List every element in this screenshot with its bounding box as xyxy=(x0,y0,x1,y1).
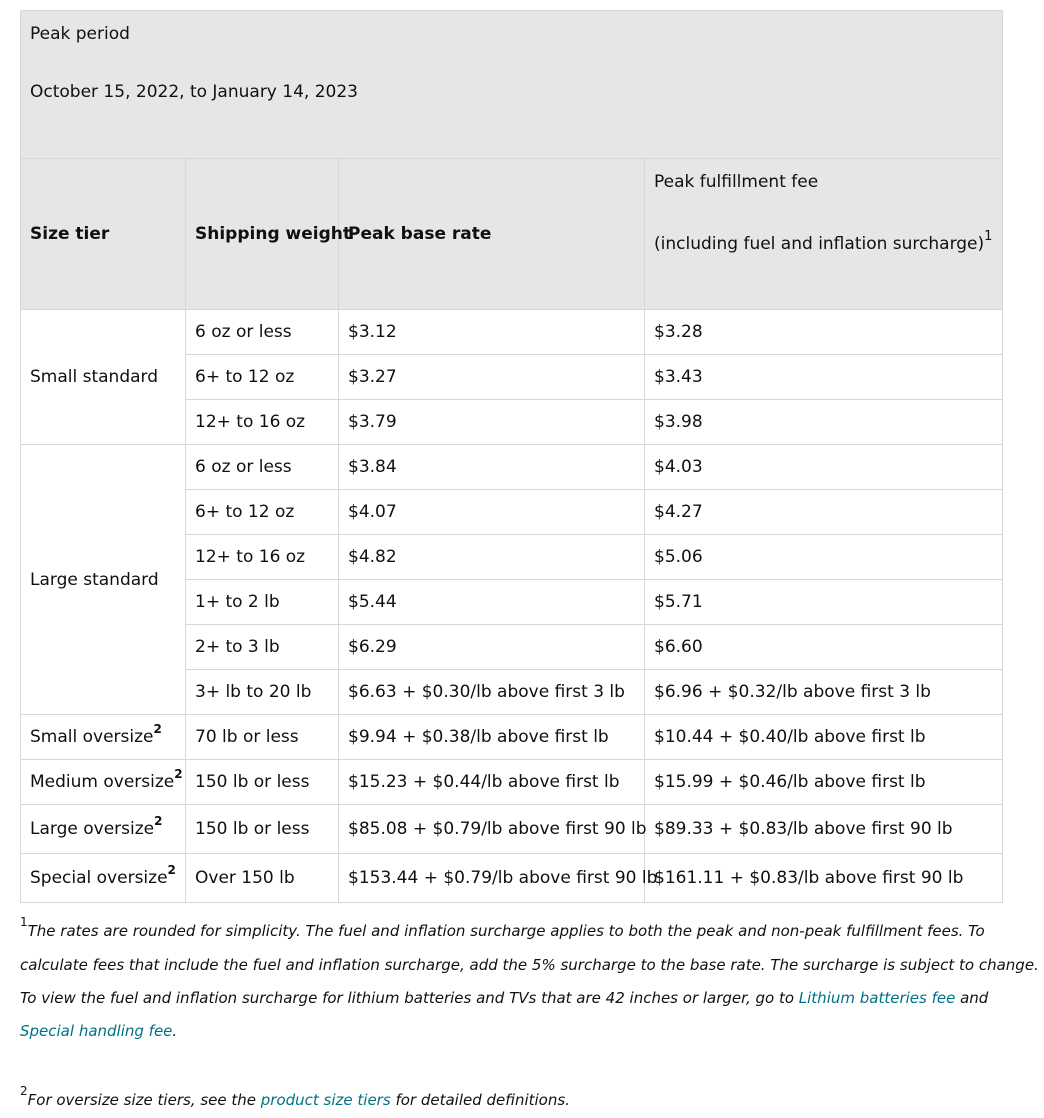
fee-cell: $6.96 + $0.32/lb above first 3 lb xyxy=(645,670,1003,715)
weight-cell: 1+ to 2 lb xyxy=(186,580,339,625)
footnote-1: $^1$The rates are rounded for simplicity. The fuel and inflation surcharge applies to both the peak and non-peak fulfillment fees. To calculate fees that include the fuel and inflation surcharge, add the 5% surcharge to the base rate. The surcharge is subject to change. To view the fuel and inflation surcharge for lithium batteries and TVs that are 42 inches or larger, go to Lithium batteries fee and Special handling fee. xyxy=(20,915,1039,1040)
weight-cell: 6+ to 12 oz xyxy=(186,490,339,535)
weight-cell: 6 oz or less xyxy=(186,445,339,490)
footnote-ref-1: 1 xyxy=(984,229,993,245)
base-rate-cell: $15.23 + $0.44/lb above first lb xyxy=(339,760,645,805)
footnote-ref-2: 2 xyxy=(153,722,162,737)
tier-large-oversize: Large oversize$^2$ xyxy=(21,805,186,854)
table-row xyxy=(21,445,1003,490)
base-rate-cell: $9.94 + $0.38/lb above first lb xyxy=(339,715,645,760)
column-header-row xyxy=(21,159,1003,310)
base-rate-cell: $6.63 + $0.30/lb above first 3 lb xyxy=(339,670,645,715)
product-size-tiers-link[interactable]: product size tiers xyxy=(260,1091,391,1109)
fee-header-line2: (including fuel and inflation surcharge) xyxy=(654,234,985,254)
fee-cell: $15.99 + $0.46/lb above first lb xyxy=(645,760,1003,805)
table-row xyxy=(21,760,1003,805)
fee-cell: $161.11 + $0.83/lb above first 90 lb xyxy=(645,854,1003,903)
weight-cell: 12+ to 16 oz xyxy=(186,400,339,445)
fee-cell: $5.71 xyxy=(645,580,1003,625)
fee-cell: $4.27 xyxy=(645,490,1003,535)
weight-cell: 3+ lb to 20 lb xyxy=(186,670,339,715)
weight-cell: 6 oz or less xyxy=(186,310,339,355)
period-title: Peak period xyxy=(30,24,130,44)
tier-small-oversize: Small oversize$^2$ xyxy=(21,715,186,760)
fee-cell: $3.43 xyxy=(645,355,1003,400)
base-rate-cell: $5.44 xyxy=(339,580,645,625)
lithium-batteries-fee-link[interactable]: Lithium batteries fee xyxy=(798,989,956,1007)
fee-cell: $10.44 + $0.40/lb above first lb xyxy=(645,715,1003,760)
base-rate-cell: $153.44 + $0.79/lb above first 90 lb xyxy=(339,854,645,903)
base-rate-cell: $3.12 xyxy=(339,310,645,355)
period-header xyxy=(21,11,1003,159)
base-rate-cell: $6.29 xyxy=(339,625,645,670)
footnote-2-mark: 2 xyxy=(20,1084,28,1098)
tier-special-oversize: Special oversize$^2$ xyxy=(21,854,186,903)
fee-cell: $4.03 xyxy=(645,445,1003,490)
footnote-2: $^2$For oversize size tiers, see the product size tiers for detailed definitions. xyxy=(20,1084,570,1109)
footnote-1-text: The rates are rounded for simplicity. The fuel and inflation surcharge applies to both the peak and non-peak fulfillment fees. To calculate fees that include the fuel and inflation surcharge, add the 5% surcharge to the base rate. The surcharge is subject to change. To view the fuel and inflation surcharge for lithium batteries and TVs that are 42 inches or larger, go to xyxy=(20,922,1039,1007)
base-rate-cell: $85.08 + $0.79/lb above first 90 lb xyxy=(339,805,645,854)
fee-cell: $3.28 xyxy=(645,310,1003,355)
col-header-peak-fulfillment-fee xyxy=(645,159,1003,310)
footnote-ref-2: 2 xyxy=(154,814,163,829)
col-header-size-tier: Size tier xyxy=(21,159,186,310)
peak-fee-table xyxy=(20,10,1003,903)
weight-cell: 150 lb or less xyxy=(186,760,339,805)
base-rate-cell: $3.27 xyxy=(339,355,645,400)
special-handling-fee-link[interactable]: Special handling fee xyxy=(20,1022,173,1040)
weight-cell: 12+ to 16 oz xyxy=(186,535,339,580)
footnotes xyxy=(20,915,1040,1118)
base-rate-cell: $4.82 xyxy=(339,535,645,580)
table-row xyxy=(21,854,1003,903)
weight-cell: 6+ to 12 oz xyxy=(186,355,339,400)
base-rate-cell: $3.84 xyxy=(339,445,645,490)
tier-medium-oversize: Medium oversize$^2$ xyxy=(21,760,186,805)
weight-cell: 150 lb or less xyxy=(186,805,339,854)
base-rate-cell: $4.07 xyxy=(339,490,645,535)
tier-large-standard: Large standard xyxy=(21,445,186,715)
table-row xyxy=(21,310,1003,355)
footnote-2-text: For oversize size tiers, see the xyxy=(27,1091,261,1109)
period-dates: October 15, 2022, to January 14, 2023 xyxy=(30,82,358,102)
footnote-ref-2: 2 xyxy=(174,767,183,782)
col-header-peak-base-rate: Peak base rate xyxy=(339,159,645,310)
table-row xyxy=(21,805,1003,854)
fee-header-line1: Peak fulfillment fee xyxy=(654,172,819,192)
fee-cell: $6.60 xyxy=(645,625,1003,670)
footnote-ref-2: 2 xyxy=(167,863,176,878)
fee-cell: $5.06 xyxy=(645,535,1003,580)
fee-cell: $89.33 + $0.83/lb above first 90 lb xyxy=(645,805,1003,854)
col-header-shipping-weight: Shipping weight xyxy=(186,159,339,310)
fee-cell: $3.98 xyxy=(645,400,1003,445)
weight-cell: 2+ to 3 lb xyxy=(186,625,339,670)
base-rate-cell: $3.79 xyxy=(339,400,645,445)
table-row xyxy=(21,715,1003,760)
tier-small-standard: Small standard xyxy=(21,310,186,445)
period-header-row xyxy=(21,11,1003,159)
weight-cell: Over 150 lb xyxy=(186,854,339,903)
weight-cell: 70 lb or less xyxy=(186,715,339,760)
footnote-1-mark: 1 xyxy=(20,915,28,929)
